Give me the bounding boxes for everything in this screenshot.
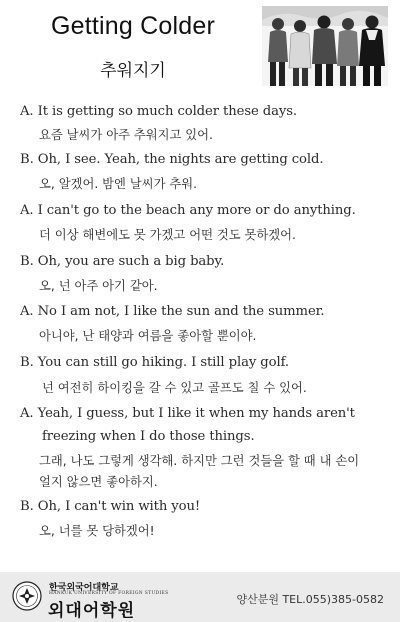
korean-translation: 오, 너를 못 당하겠어! bbox=[39, 524, 155, 538]
korean-translation: 오, 알겠어. 밤엔 날씨가 추워. bbox=[39, 177, 198, 191]
school-name-small: 한국외국어대학교 bbox=[49, 583, 119, 593]
korean-translation: 더 이상 해변에도 못 가겠고 어떤 것도 못하겠어. bbox=[39, 228, 296, 242]
english-line: A. I can't go to the beach any more or do anything. bbox=[20, 203, 356, 218]
page-title: Getting Colder bbox=[51, 12, 215, 40]
school-name-main: 외대어학원 bbox=[48, 601, 136, 621]
english-line: B. Oh, I can't win with you! bbox=[20, 499, 201, 514]
korean-translation: 오, 넌 아주 아기 같아. bbox=[39, 279, 158, 293]
school-name-english: HANKUK UNIVERSITY OF FOREIGN STUDIES bbox=[49, 591, 169, 596]
korean-translation-continued: 얼지 않으면 좋아하지. bbox=[39, 475, 158, 489]
english-line-continued: freezing when I do those things. bbox=[42, 429, 255, 444]
english-line: B. Oh, I see. Yeah, the nights are getting cold. bbox=[20, 152, 324, 167]
korean-translation: 그래, 나도 그렇게 생각해. 하지만 그런 것들을 할 때 내 손이 bbox=[39, 454, 360, 468]
english-line: A. It is getting so much colder these days. bbox=[20, 104, 298, 119]
english-line: A. Yeah, I guess, but I like it when my hands aren't bbox=[20, 406, 355, 421]
page-subtitle: 추워지기 bbox=[100, 61, 166, 81]
english-line: A. No I am not, I like the sun and the summer. bbox=[20, 304, 325, 319]
people-walking-photo bbox=[262, 6, 388, 86]
korean-translation: 요즘 날씨가 아주 추워지고 있어. bbox=[39, 128, 213, 142]
korean-translation: 아니야, 난 태양과 여름을 좋아할 뿐이야. bbox=[39, 329, 257, 343]
english-line: B. You can still go hiking. I still play golf. bbox=[20, 355, 289, 370]
university-seal-icon bbox=[12, 581, 42, 611]
korean-translation: 넌 여전히 하이킹을 갈 수 있고 골프도 칠 수 있어. bbox=[42, 381, 307, 395]
footer-bar bbox=[0, 572, 400, 622]
english-line: B. Oh, you are such a big baby. bbox=[20, 254, 225, 269]
branch-contact: 양산분원 TEL.055)385-0582 bbox=[236, 593, 384, 606]
